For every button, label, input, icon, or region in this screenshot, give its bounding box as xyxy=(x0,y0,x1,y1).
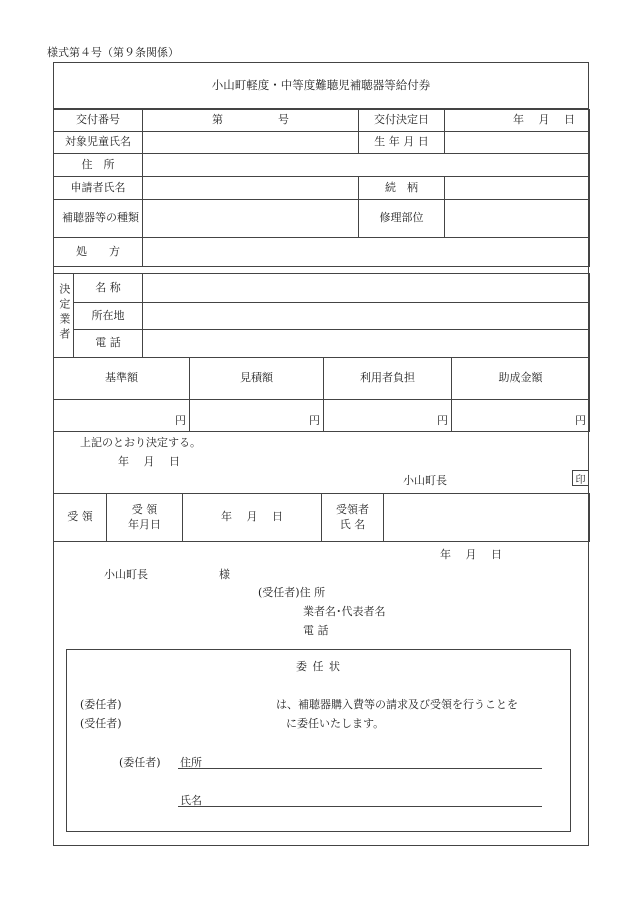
address-label: 住 所 xyxy=(54,154,143,177)
dob-value[interactable] xyxy=(445,132,590,154)
repair-part-value[interactable] xyxy=(445,200,590,238)
proxy-address-label: 住所 xyxy=(180,756,202,769)
receipt-date-label: 受 領 年月日 xyxy=(107,494,183,542)
prescription-value[interactable] xyxy=(143,238,590,267)
issue-number-label: 交付番号 xyxy=(54,110,143,132)
proxy-name-label: 氏名 xyxy=(180,794,202,807)
receiver-name-value[interactable] xyxy=(384,494,590,542)
basic-info-table xyxy=(53,109,590,267)
letter-honorific: 様 xyxy=(219,568,230,581)
vendor-phone-label: 電 話 xyxy=(74,330,143,358)
standard-amount-cell[interactable]: 円 xyxy=(54,400,190,432)
child-name-label: 対象児童氏名 xyxy=(54,132,143,154)
prescription-label: 処 方 xyxy=(54,238,143,267)
vendor-location-value[interactable] xyxy=(143,303,590,330)
estimate-amount-header: 見積額 xyxy=(190,358,324,400)
seal-stamp: 印 xyxy=(572,470,589,486)
issue-date-value[interactable]: 年 月 日 xyxy=(445,110,590,132)
vendor-name-value[interactable] xyxy=(143,274,590,303)
proxy-text-line-2: に委任いたします。 xyxy=(286,717,385,730)
decision-date: 年 月 日 xyxy=(118,455,180,468)
proxy-name-line[interactable] xyxy=(178,806,542,807)
proxy-address-line[interactable] xyxy=(178,768,542,769)
receipt-label: 受 領 xyxy=(54,494,107,542)
decision-statement: 上記のとおり決定する。 xyxy=(80,436,201,449)
relationship-label: 続 柄 xyxy=(359,177,445,200)
applicant-name-value[interactable] xyxy=(143,177,359,200)
receipt-date-value[interactable]: 年 月 日 xyxy=(183,494,322,542)
relationship-value[interactable] xyxy=(445,177,590,200)
letter-date: 年 月 日 xyxy=(440,548,502,561)
user-burden-cell[interactable]: 円 xyxy=(324,400,452,432)
issue-date-label: 交付決定日 xyxy=(359,110,445,132)
agent-company-label: 業者名･代表者名 xyxy=(303,605,386,618)
letter-addressee: 小山町長 xyxy=(104,568,148,581)
proxy-text-line-1: は、補聴器購入費等の請求及び受領を行うことを xyxy=(276,698,518,711)
form-title: 小山町軽度・中等度難聴児補聴器等給付券 xyxy=(53,62,589,109)
device-type-value[interactable] xyxy=(143,200,359,238)
vendor-location-label: 所在地 xyxy=(74,303,143,330)
child-name-value[interactable] xyxy=(143,132,359,154)
amounts-table xyxy=(53,357,590,432)
dob-label: 生 年 月 日 xyxy=(359,132,445,154)
proxy-title: 委 任 状 xyxy=(296,660,341,673)
repair-part-label: 修理部位 xyxy=(359,200,445,238)
estimate-amount-cell[interactable]: 円 xyxy=(190,400,324,432)
vendor-name-label: 名 称 xyxy=(74,274,143,303)
agent-phone-label: 電 話 xyxy=(303,624,329,637)
proxy-letter-box xyxy=(66,649,571,832)
proxy-delegate-label: (受任者) xyxy=(80,717,122,730)
mayor-signature: 小山町長 xyxy=(403,474,447,487)
subsidy-amount-header: 助成金額 xyxy=(452,358,590,400)
applicant-name-label: 申請者氏名 xyxy=(54,177,143,200)
proxy-delegator-label: (委任者) xyxy=(80,698,122,711)
vendor-section-label: 決定業者 xyxy=(54,274,74,358)
vendor-table xyxy=(53,273,590,358)
user-burden-header: 利用者負担 xyxy=(324,358,452,400)
proxy-sign-label: (委任者) xyxy=(119,756,161,769)
receipt-table xyxy=(53,493,590,542)
subsidy-amount-cell[interactable]: 円 xyxy=(452,400,590,432)
standard-amount-header: 基準額 xyxy=(54,358,190,400)
address-value[interactable] xyxy=(143,154,590,177)
vendor-phone-value[interactable] xyxy=(143,330,590,358)
agent-address-label: (受任者)住 所 xyxy=(258,586,326,599)
receiver-name-label: 受領者 氏 名 xyxy=(322,494,384,542)
issue-number-value[interactable]: 第 号 xyxy=(143,110,359,132)
form-number: 様式第４号（第９条関係） xyxy=(47,46,179,59)
device-type-label: 補聴器等の種類 xyxy=(54,200,143,238)
